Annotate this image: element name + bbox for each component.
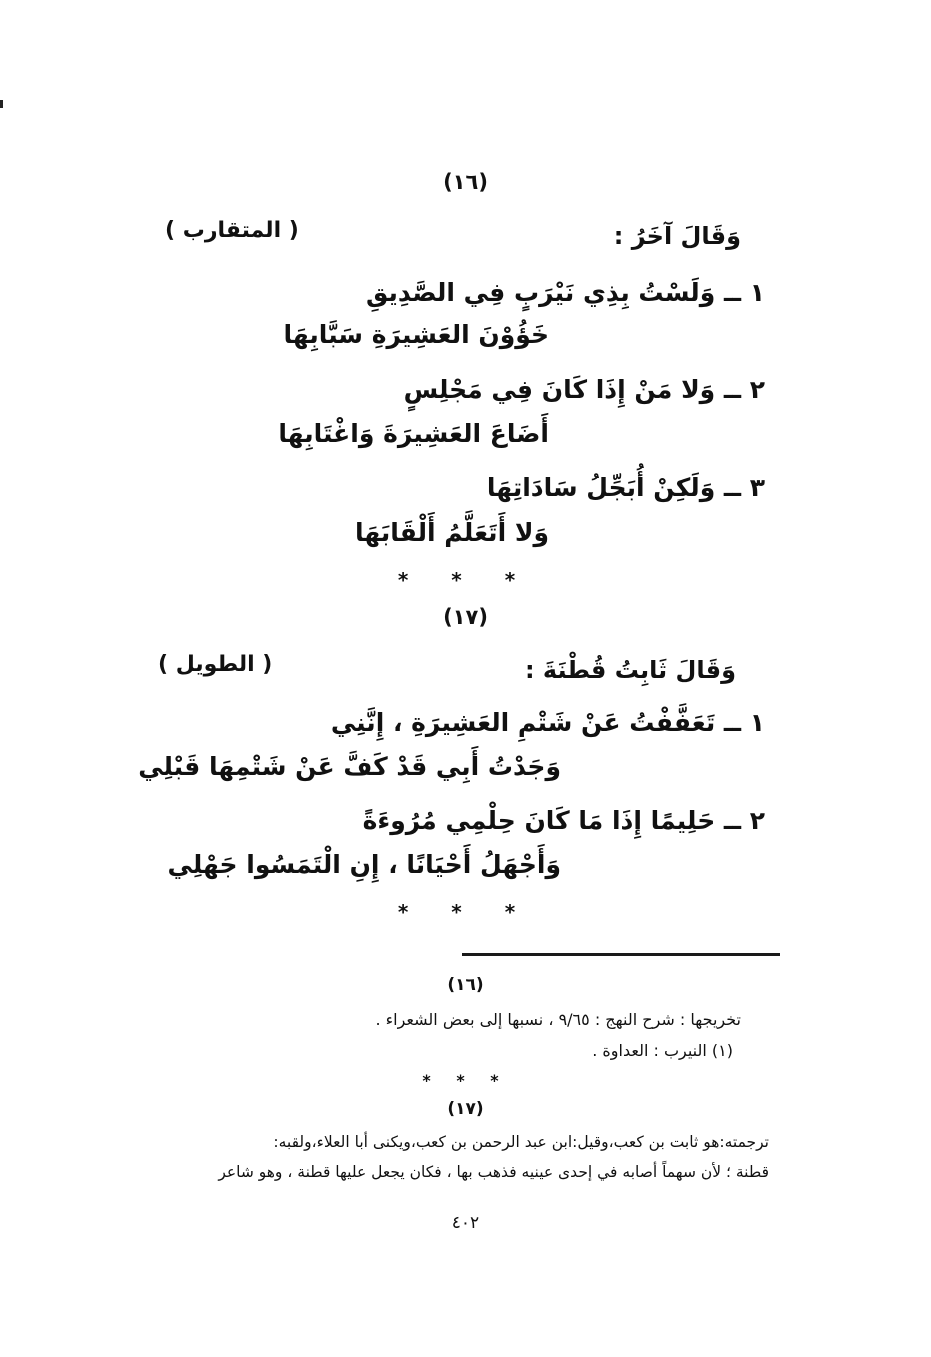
footnote-separator: * * * [422,1071,509,1090]
footnote-16-line-2: (١) النيرب : العداوة . [592,1041,733,1060]
poem-16-number: (١٦) [443,170,488,194]
poem-16-verse-2-second: أَضَاعَ العَشِيرَةَ وَاغْتَابِهَا [278,419,549,448]
poem-16-verse-1-first: ١ ــ وَلَسْتُ بِذِي نَيْرَبٍ فِي الصَّدِيقِ [365,278,765,307]
poem-17-intro: وَقَالَ ثَابِتُ قُطْنَةَ : [524,656,736,684]
poem-16-verse-3-first: ٣ ــ وَلَكِنْ أُبَجِّلُ سَادَاتِهَا [486,473,765,502]
footnote-17-line-2: قطنة ؛ لأن سهماً أصابه في إحدى عينيه فذهب بها ، فكان يجعل عليها قطنة ، وهو شاعر [218,1163,769,1181]
footnote-17-line-1: ترجمته:هو ثابت بن كعب،وقيل:ابن عبد الرحمن بن كعب،ويكنى أبا العلاء،ولقبه: [273,1133,769,1151]
page-number: ٤٠٢ [451,1213,480,1233]
scan-mark [0,100,3,108]
poem-16-verse-1-second: خَؤُوْنَ العَشِيرَةِ سَبَّابِهَا [283,320,549,349]
poem-17-verse-2-first: ٢ ــ حَلِيمًا إِذَا مَا كَانَ حِلْمِي مُرُوءَةً [362,806,765,835]
poem-16-separator: * * * [397,568,534,592]
poem-17-verse-2-second: وَأَجْهَلُ أَحْيَانًا ، إِنِ الْتَمَسُوا جَهْلِي [167,850,561,879]
poem-16-intro: وَقَالَ آخَرُ : [613,222,741,250]
poem-17-separator: * * * [397,900,534,924]
poem-17-meter: ( الطويل ) [158,652,273,677]
poem-17-verse-1-second: وَجَدْتُ أَبِي قَدْ كَفَّ عَنْ شَتْمِهَا قَبْلِي [138,752,561,781]
poem-16-verse-2-first: ٢ ــ وَلا مَنْ إِذَا كَانَ فِي مَجْلِسٍ [403,375,765,404]
footnote-16-number: (١٦) [447,975,484,995]
footnote-16-line-1: تخريجها : شرح النهج : ٩/٦٥ ، نسبها إلى بعض الشعراء . [375,1010,741,1029]
footnote-rule [462,953,780,956]
poem-16-meter: ( المتقارب ) [165,218,299,243]
poem-17-verse-1-first: ١ ــ تَعَفَّفْتُ عَنْ شَتْمِ العَشِيرَةِ ، إِنَّنِي [330,708,765,737]
footnote-17-number: (١٧) [447,1099,484,1119]
poem-16-verse-3-second: وَلا أَتَعَلَّمُ أَلْقَابَهَا [354,518,549,547]
poem-17-number: (١٧) [443,605,488,629]
